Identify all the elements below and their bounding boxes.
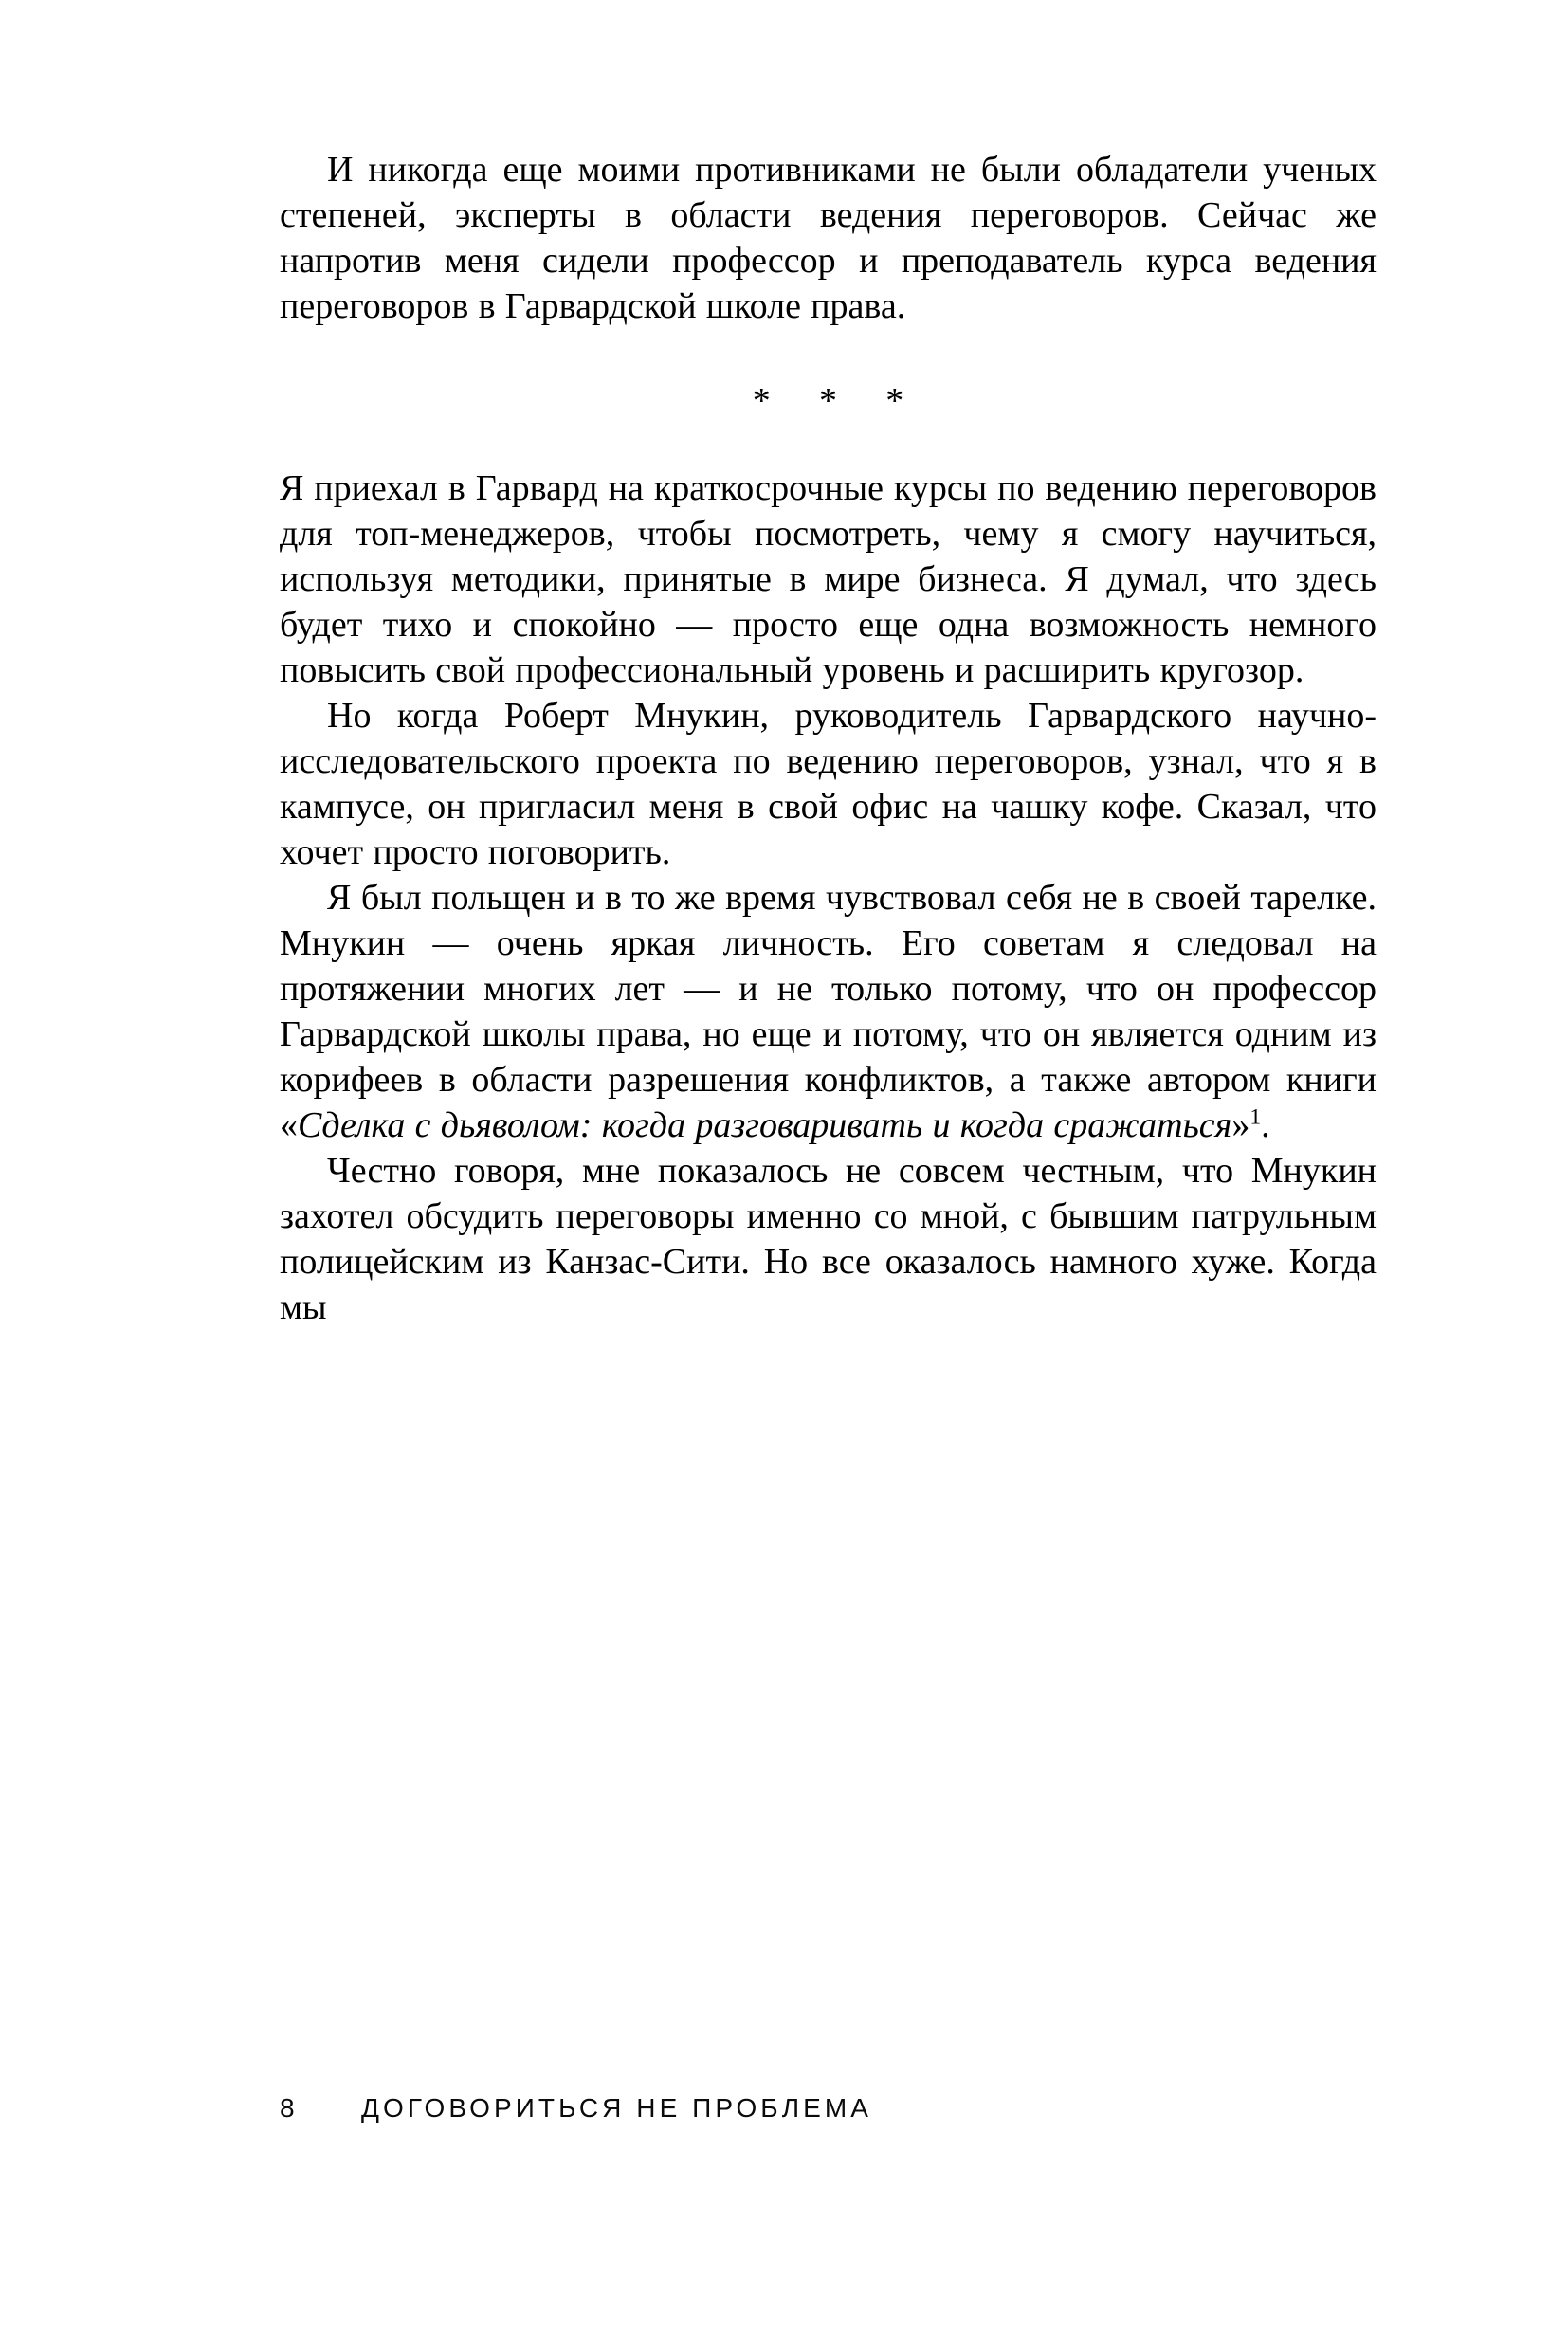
scene-break-separator: * * * [752,381,924,421]
footnote-reference-marker[interactable]: 1 [1249,1104,1262,1130]
paragraph-flattered-lead-text: Я был польщен и в то же время чувствовал себя не в своей тарелке. Мнукин — очень яркая личность. Его советам я следовал на протяжении многих лет — и не только потому, что он профессор Гарвардской школы права, но еще и потому, что он является одним из корифеев в области разрешения конфликтов, а также автором книги « [280,878,1377,1145]
paragraph-continuation: И никогда еще моими противниками не были обладатели ученых степеней, эксперты в области ведения переговоров. Сейчас же напротив меня сидели профессор и преподаватель курса ведения переговоров в Гарвардской школе права. [280,150,1377,326]
paragraph-flattered [280,875,1377,1148]
running-title: ДОГОВОРИТЬСЯ НЕ ПРОБЛЕМА [361,2093,873,2123]
page-number: 8 [280,2093,296,2123]
main-text-column [280,147,1377,1330]
paragraph-flattered-tail-text: . [1261,1105,1270,1145]
book-title-citation: Сделка с дьяволом: когда разговаривать и когда сражаться [298,1105,1232,1145]
paragraph-flattered-closing-quote: » [1231,1105,1250,1145]
paragraph-mnookin-invite: Но когда Роберт Мнукин, руководитель Гарвардского научно-исследовательского проекта по ведению переговоров, узнал, что я в кампусе, он пригласил меня в свой офис на чашку кофе. Сказал, что хочет просто поговорить. [280,696,1377,872]
paragraph-honestly: Честно говоря, мне показалось не совсем честным, что Мнукин захотел обсудить переговоры именно со мной, с бывшим патрульным полицейским из Канзас-Сити. Но все оказалось намного хуже. Когда мы [280,1151,1377,1327]
running-footer [280,2093,1377,2124]
paragraph-harvard-course: Я приехал в Гарвард на краткосрочные курсы по ведению переговоров для топ-менеджеров, чтобы посмотреть, чему я смогу научиться, используя методики, принятые в мире бизнеса. Я думал, что здесь будет тихо и спокойно — просто еще одна возможность немного повысить свой профессиональный уровень и расширить кругозор. [280,468,1377,690]
